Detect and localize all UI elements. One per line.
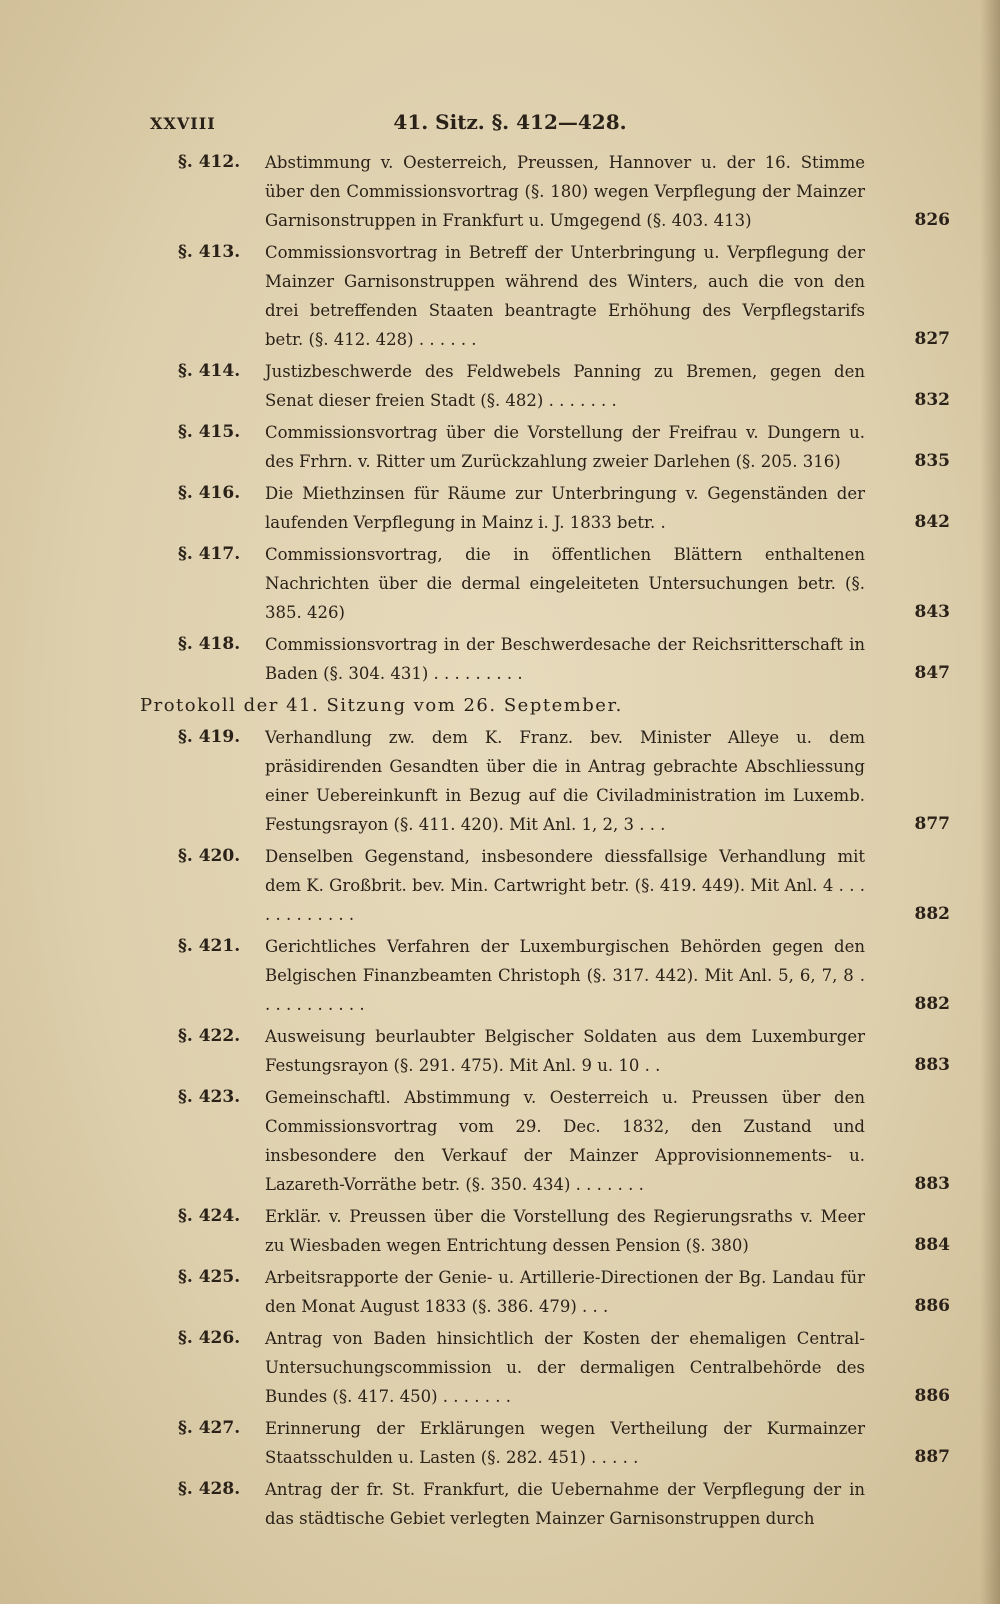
section-number: §. 415.: [178, 422, 241, 442]
section-number: §. 425.: [178, 1267, 241, 1287]
page-reference: 883: [914, 1174, 950, 1194]
section-number: §. 426.: [178, 1328, 241, 1348]
protokoll-heading: Protokoll der 41. Sitzung vom 26. September.: [140, 695, 623, 716]
page-number: XXVIII: [150, 114, 216, 133]
entry-text: Justizbeschwerde des Feldwebels Panning zu Bremen, gegen den Senat dieser freien Stadt (§. 482) . . . . . . .: [265, 362, 865, 410]
page-reference: 882: [914, 994, 950, 1014]
entry-text: Commissionsvortrag über die Vorstellung der Freifrau v. Dungern u. des Frhrn. v. Ritter um Zurückzahlung zweier Darlehen (§. 205. 316): [265, 423, 865, 471]
entry-text: Commissionsvortrag in Betreff der Unterbringung u. Verpflegung der Mainzer Garnisonstruppen während des Winters, auch die von den drei betreffenden Staaten beantragte Erhöhung des Verpflegstarifs betr. (§. 412. 428) . . . . . .: [265, 243, 865, 349]
toc-entry: [0, 1414, 1000, 1472]
entries-group-41: [0, 723, 1000, 1533]
entry-text: Abstimmung v. Oesterreich, Preussen, Hannover u. der 16. Stimme über den Commissionsvortrag (§. 180) wegen Verpflegung der Mainzer Garnisonstruppen in Frankfurt u. Umgegend (§. 403. 413): [265, 153, 865, 230]
section-number: §. 427.: [178, 1418, 241, 1438]
section-number: §. 423.: [178, 1087, 241, 1107]
page-reference: 886: [914, 1386, 950, 1406]
page-reference: 883: [914, 1055, 950, 1075]
toc-entry: [0, 1202, 1000, 1260]
toc-entry: [0, 540, 1000, 627]
page-reference: 835: [914, 451, 950, 471]
toc-entry: [0, 630, 1000, 688]
page-reference: 877: [914, 814, 950, 834]
page-reference: 887: [914, 1447, 950, 1467]
entry-text: Erinnerung der Erklärungen wegen Vertheilung der Kurmainzer Staatsschulden u. Lasten (§. 282. 451) . . . . .: [265, 1419, 865, 1467]
toc-entry: [0, 1263, 1000, 1321]
section-number: §. 413.: [178, 242, 241, 262]
entry-text: Commissionsvortrag in der Beschwerdesache der Reichsritterschaft in Baden (§. 304. 431) . . . . . . . . .: [265, 635, 865, 683]
toc-entry: [0, 1083, 1000, 1199]
toc-entry: [0, 357, 1000, 415]
page-reference: 882: [914, 904, 950, 924]
toc-entry: [0, 1475, 1000, 1533]
entry-text: Commissionsvortrag, die in öffentlichen Blättern enthaltenen Nachrichten über die dermal eingeleiteten Untersuchungen betr. (§. 385. 426): [265, 545, 865, 622]
toc-entry: [0, 1324, 1000, 1411]
section-number: §. 421.: [178, 936, 241, 956]
toc-entry: [0, 932, 1000, 1019]
toc-entry: [0, 479, 1000, 537]
entry-text: Ausweisung beurlaubter Belgischer Soldaten aus dem Luxemburger Festungsrayon (§. 291. 475). Mit Anl. 9 u. 10 . .: [265, 1027, 865, 1075]
section-number: §. 420.: [178, 846, 241, 866]
entries-group-40: [0, 148, 1000, 688]
section-number: §. 412.: [178, 152, 241, 172]
section-number: §. 416.: [178, 483, 241, 503]
entry-text: Die Miethzinsen für Räume zur Unterbringung v. Gegenständen der laufenden Verpflegung in Mainz i. J. 1833 betr. .: [265, 484, 865, 532]
table-of-contents: [0, 148, 1000, 1536]
section-number: §. 428.: [178, 1479, 241, 1499]
entry-text: Gemeinschaftl. Abstimmung v. Oesterreich u. Preussen über den Commissionsvortrag vom 29. Dec. 1832, den Zustand und insbesondere den Verkauf der Mainzer Approvisionnements- u. Lazareth-Vorräthe betr. (§. 350. 434) . . . . . . .: [265, 1088, 865, 1194]
toc-entry: [0, 842, 1000, 929]
entry-text: Antrag von Baden hinsichtlich der Kosten der ehemaligen Central-Untersuchungscommission u. der dermaligen Centralbehörde des Bundes (§. 417. 450) . . . . . . .: [265, 1329, 865, 1406]
page-reference: 832: [914, 390, 950, 410]
page-reference: 843: [914, 602, 950, 622]
page-reference: 842: [914, 512, 950, 532]
section-number: §. 419.: [178, 727, 241, 747]
section-number: §. 418.: [178, 634, 241, 654]
section-number: §. 414.: [178, 361, 241, 381]
toc-entry: [0, 1022, 1000, 1080]
page-header: [150, 110, 870, 142]
page-reference: 827: [914, 329, 950, 349]
toc-entry: [0, 418, 1000, 476]
page-reference: 886: [914, 1296, 950, 1316]
entry-text: Arbeitsrapporte der Genie- u. Artillerie-Directionen der Bg. Landau für den Monat August 1833 (§. 386. 479) . . .: [265, 1268, 865, 1316]
section-number: §. 422.: [178, 1026, 241, 1046]
running-title: 41. Sitz. §. 412—428.: [393, 110, 627, 134]
entry-text: Erklär. v. Preussen über die Vorstellung des Regierungsraths v. Meer zu Wiesbaden wegen Entrichtung dessen Pension (§. 380): [265, 1207, 865, 1255]
page-reference: 847: [914, 663, 950, 683]
entry-text: Gerichtliches Verfahren der Luxemburgischen Behörden gegen den Belgischen Finanzbeamten Christoph (§. 317. 442). Mit Anl. 5, 6, 7, 8 . . . . . . . . . . .: [265, 937, 865, 1014]
entry-text: Antrag der fr. St. Frankfurt, die Uebernahme der Verpflegung der in das städtische Gebiet verlegten Mainzer Garnisonstruppen durch: [265, 1480, 865, 1528]
toc-entry: [0, 148, 1000, 235]
page-reference: 826: [914, 210, 950, 230]
section-number: §. 417.: [178, 544, 241, 564]
toc-entry: [0, 238, 1000, 354]
section-number: §. 424.: [178, 1206, 241, 1226]
entry-text: Denselben Gegenstand, insbesondere diessfallsige Verhandlung mit dem K. Großbrit. bev. Min. Cartwright betr. (§. 419. 449). Mit Anl. 4 . . . . . . . . . . . .: [265, 847, 865, 924]
toc-entry: [0, 723, 1000, 839]
entry-text: Verhandlung zw. dem K. Franz. bev. Minister Alleye u. dem präsidirenden Gesandten über die in Antrag gebrachte Abschliessung einer Uebereinkunft in Bezug auf die Civiladministration im Luxemb. Festungsrayon (§. 411. 420). Mit Anl. 1, 2, 3 . . .: [265, 728, 865, 834]
page-reference: 884: [914, 1235, 950, 1255]
